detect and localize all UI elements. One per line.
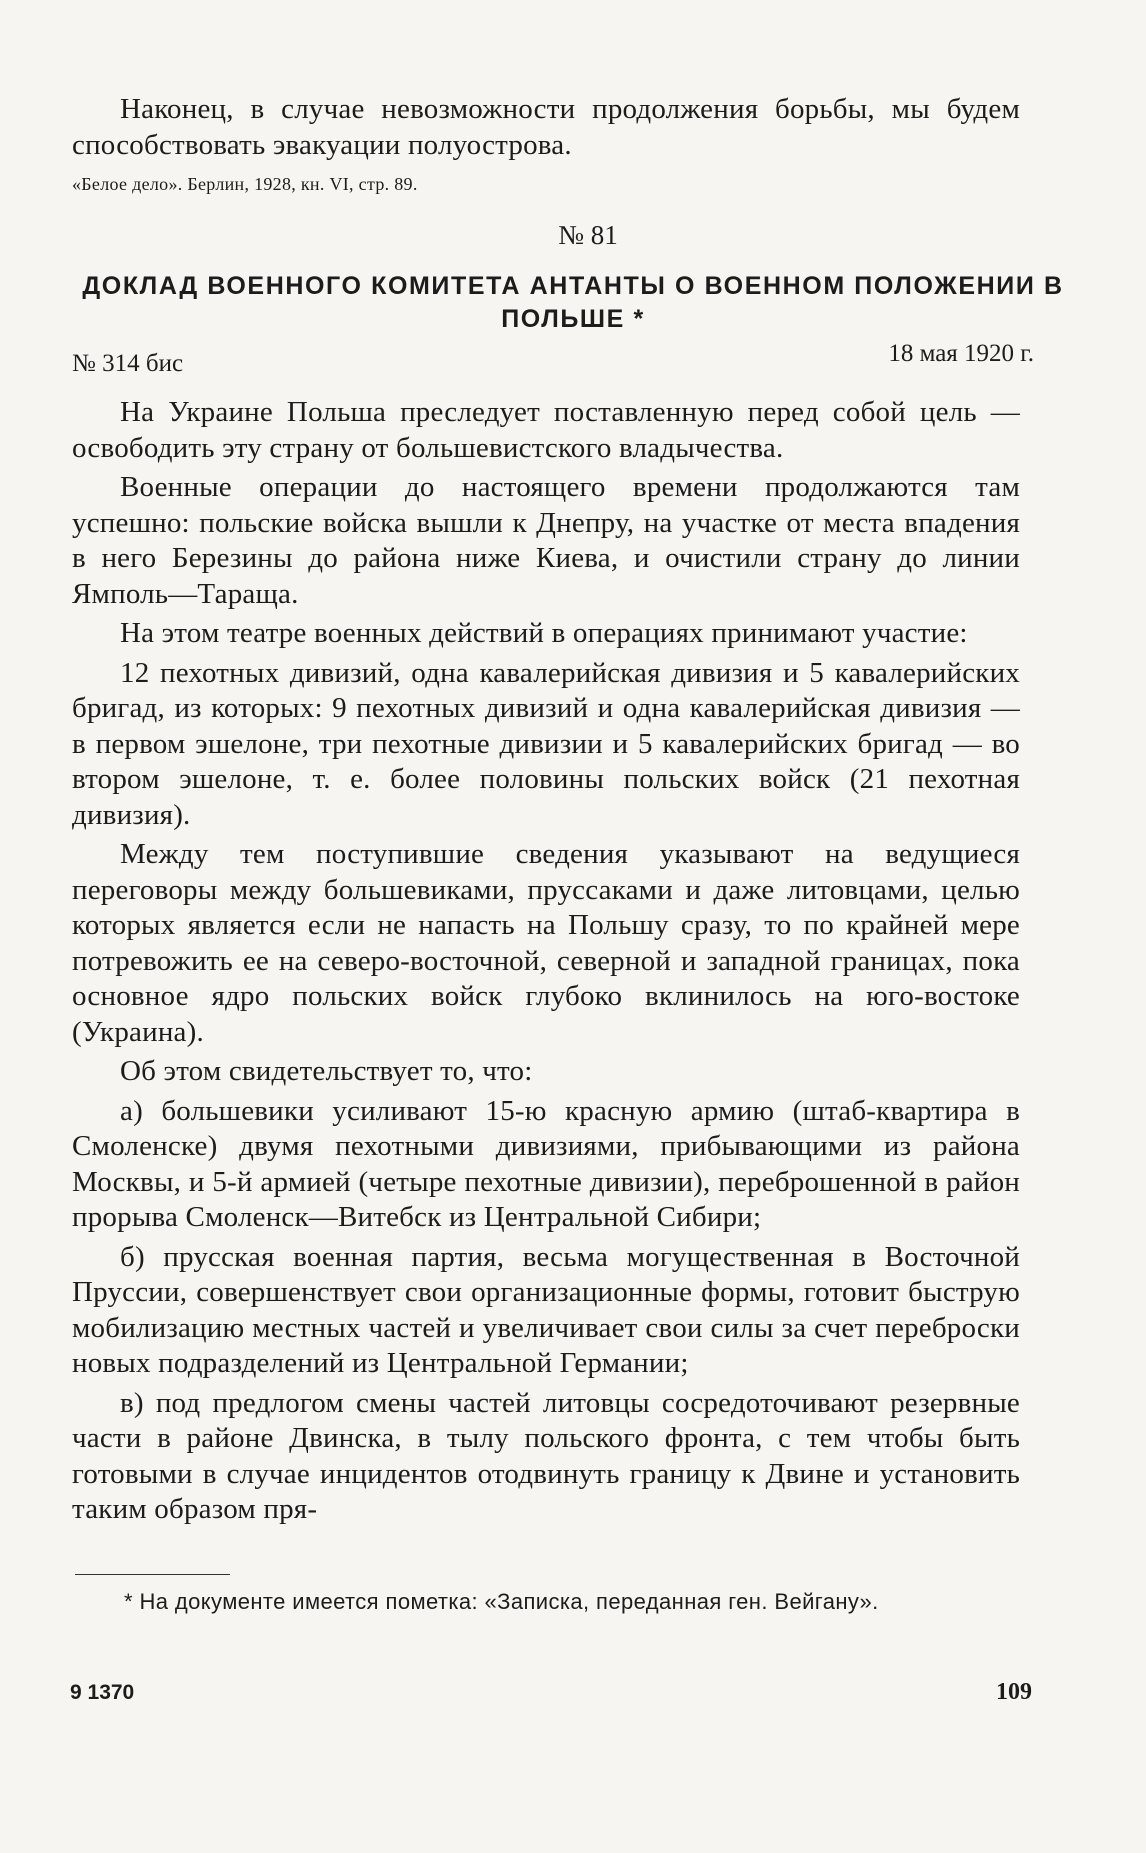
body-paragraph: Между тем поступившие сведения указывают на ведущиеся переговоры между большевиками, пруссаками и даже литовцами, целью которых является если не напасть на Польшу сразу, то по крайней мере потревожить ее на северо-восточной, северной и западной границах, пока основное ядро польских войск глубоко вклинилось на юго-востоке (Украина). [72, 838, 1020, 1048]
body-paragraph: На Украине Польша преследует поставленную перед собой цель — освободить эту страну от большевистского владычества. [72, 396, 1020, 464]
intro-block [72, 92, 1020, 163]
document-body [72, 395, 1020, 1528]
list-item-b: б) прусская военная партия, весьма могущественная в Восточной Пруссии, совершенствует свои организационные формы, готовит быструю мобилизацию местных частей и увеличивает свои силы за счет переброски новых подразделений из Центральной Германии; [72, 1240, 1020, 1379]
page-number: 109 [996, 1679, 1032, 1705]
printer-signature-mark: 9 1370 [70, 1681, 135, 1704]
list-item-a: а) большевики усиливают 15-ю красную армию (штаб-квартира в Смоленске) двумя пехотными дивизиями, прибывающими из района Москвы, и 5-й армией (четыре пехотные дивизии), переброшенной в район прорыва Смоленск—Витебск из Центральной Сибири; [72, 1094, 1020, 1233]
footnote-divider [75, 1574, 230, 1575]
document-number: № 81 [558, 220, 618, 250]
body-paragraph: 12 пехотных дивизий, одна кавалерийская дивизия и 5 кавалерийских бригад, из которых: 9 пехотных дивизий и одна кавалерийская дивизия — в первом эшелоне, три пехотные дивизии и 5 кавалерийских бригад — во втором эшелоне, т. е. более половины польских войск (21 пехотная дивизия). [72, 656, 1020, 831]
body-paragraph: Военные операции до настоящего времени продолжаются там успешно: польские войска вышли к Днепру, на участке от места впадения в него Березины до района ниже Киева, и очистили страну до линии Ямполь—Тараща. [72, 471, 1020, 610]
document-title: ДОКЛАД ВОЕННОГО КОМИТЕТА АНТАНТЫ О ВОЕННОМ ПОЛОЖЕНИИ В ПОЛЬШЕ * [82, 272, 1064, 333]
registration-number: № 314 бис [72, 350, 184, 377]
footnote: * На документе имеется пометка: «Записка, переданная ген. Вейгану». [124, 1589, 879, 1614]
source-citation: «Белое дело». Берлин, 1928, кн. VI, стр. 89. [72, 174, 418, 194]
document-date: 18 мая 1920 г. [888, 340, 1034, 367]
body-paragraph: На этом театре военных действий в операциях принимают участие: [120, 617, 968, 649]
list-item-c: в) под предлогом смены частей литовцы сосредоточивают резервные части в районе Двинска, в тылу польского фронта, с тем чтобы быть готовыми в случае инцидентов отодвинуть границу к Двине и установить таким образом пря- [72, 1386, 1020, 1525]
intro-paragraph: Наконец, в случае невозможности продолжения борьбы, мы будем способствовать эвакуации полуострова. [72, 93, 1020, 161]
body-paragraph: Об этом свидетельствует то, что: [120, 1055, 533, 1087]
